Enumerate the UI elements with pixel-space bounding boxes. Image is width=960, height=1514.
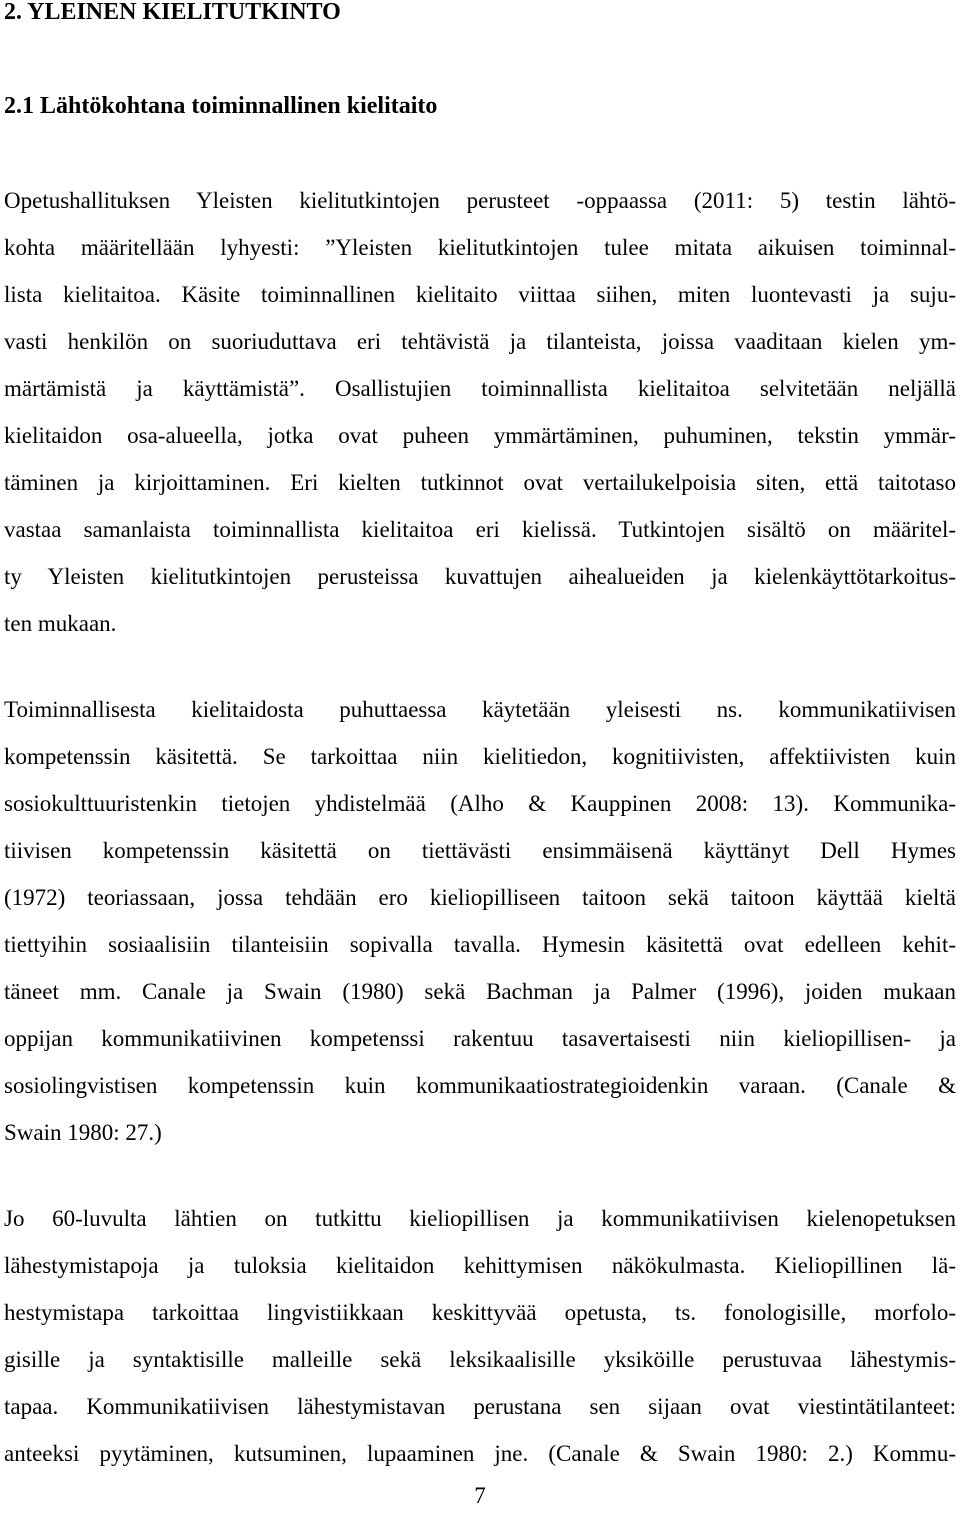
paragraph-line: gisille ja syntaktisille malleille sekä leksikaalisille yksiköille perustuvaa lähestymis- xyxy=(4,1347,956,1372)
paragraph-line: hestymistapa tarkoittaa lingvistiikkaan keskittyvää opetusta, ts. fonologisille, morfolo- xyxy=(4,1300,956,1325)
paragraph-line: täneet mm. Canale ja Swain (1980) sekä Bachman ja Palmer (1996), joiden mukaan xyxy=(4,979,956,1004)
section-heading: 2.1 Lähtökohtana toiminnallinen kielitaito xyxy=(4,93,438,119)
paragraph-line: vastaa samanlaista toiminnallista kielitaitoa eri kielissä. Tutkintojen sisältö on määritel- xyxy=(4,517,956,542)
paragraph-line: Jo 60-luvulta lähtien on tutkittu kieliopillisen ja kommunikatiivisen kielenopetuksen xyxy=(4,1206,956,1231)
paragraph-line: tapaa. Kommunikatiivisen lähestymistavan perustana sen sijaan ovat viestintätilanteet: xyxy=(4,1394,956,1419)
paragraph-line: tiivisen kompetenssin käsitettä on tiettävästi ensimmäisenä käyttänyt Dell Hymes xyxy=(4,838,956,863)
paragraph-line: tiettyihin sosiaalisiin tilanteisiin sopivalla tavalla. Hymesin käsitettä ovat edelleen kehit- xyxy=(4,932,956,957)
paragraph-line: ten mukaan. xyxy=(4,611,117,636)
paragraph xyxy=(4,686,956,1156)
paragraph-line: sosiolingvistisen kompetenssin kuin kommunikaatiostrategioidenkin varaan. (Canale & xyxy=(4,1073,956,1098)
paragraph-line: lista kielitaitoa. Käsite toiminnallinen kielitaito viittaa siihen, miten luontevasti ja suju- xyxy=(4,282,956,307)
paragraph-line: oppijan kommunikatiivinen kompetenssi rakentuu tasavertaisesti niin kieliopillisen- ja xyxy=(4,1026,956,1051)
paragraph-line: vasti henkilön on suoriuduttava eri tehtävistä ja tilanteista, joissa vaaditaan kielen ym- xyxy=(4,329,956,354)
paragraph-line: ty Yleisten kielitutkintojen perusteissa kuvattujen aihealueiden ja kielenkäyttötarkoitus- xyxy=(4,564,956,589)
paragraph-line: kompetenssin käsitettä. Se tarkoittaa niin kielitiedon, kognitiivisten, affektiivisten kuin xyxy=(4,744,956,769)
paragraph-line: Toiminnallisesta kielitaidosta puhuttaessa käytetään yleisesti ns. kommunikatiivisen xyxy=(4,697,956,722)
paragraph xyxy=(4,177,956,647)
paragraph-line: (1972) teoriassaan, jossa tehdään ero kieliopilliseen taitoon sekä taitoon käyttää kieltä xyxy=(4,885,956,910)
paragraph-line: Swain 1980: 27.) xyxy=(4,1120,162,1145)
paragraph-line: Opetushallituksen Yleisten kielitutkintojen perusteet -oppaassa (2011: 5) testin lähtö- xyxy=(4,188,956,213)
chapter-heading: 2. YLEINEN KIELITUTKINTO xyxy=(4,0,341,25)
paragraph-line: kohta määritellään lyhyesti: ”Yleisten kielitutkintojen tulee mitata aikuisen toiminnal- xyxy=(4,235,956,260)
paragraph-line: anteeksi pyytäminen, kutsuminen, lupaaminen jne. (Canale & Swain 1980: 2.) Kommu- xyxy=(4,1441,956,1466)
paragraph-line: sosiokulttuuristenkin tietojen yhdistelmää (Alho & Kauppinen 2008: 13). Kommunika- xyxy=(4,791,956,816)
paragraph-line: kielitaidon osa-alueella, jotka ovat puheen ymmärtäminen, puhuminen, tekstin ymmär- xyxy=(4,423,956,448)
paragraph-line: lähestymistapoja ja tuloksia kielitaidon kehittymisen näkökulmasta. Kieliopillinen lä- xyxy=(4,1253,956,1278)
paragraph xyxy=(4,1195,956,1477)
page-number: 7 xyxy=(474,1483,486,1508)
paragraph-line: märtämistä ja käyttämistä”. Osallistujien toiminnallista kielitaitoa selvitetään neljällä xyxy=(4,376,956,401)
paragraph-line: täminen ja kirjoittaminen. Eri kielten tutkinnot ovat vertailukelpoisia siten, että taitotaso xyxy=(4,470,956,495)
